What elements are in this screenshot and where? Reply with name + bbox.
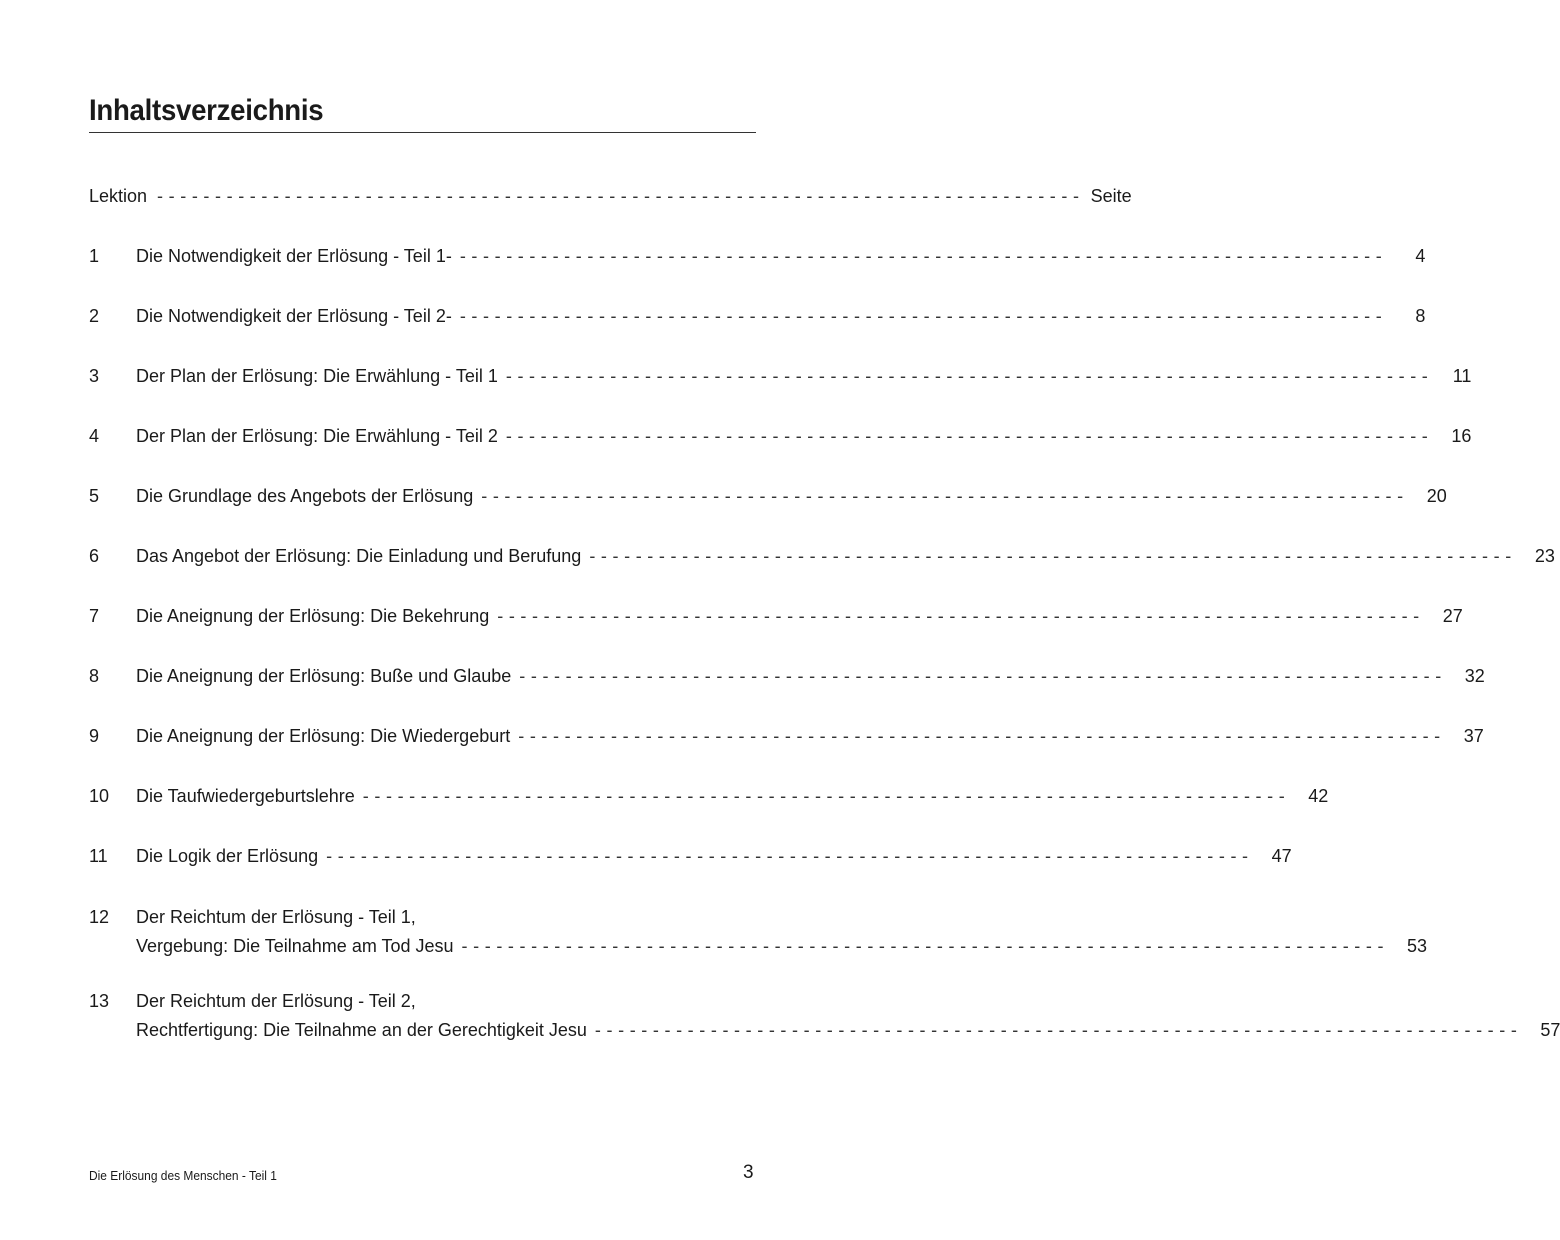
entry-page: 57 [1540,1020,1560,1040]
entry-title: Die Grundlage des Angebots der Erlösung [136,486,474,506]
entry-title: Die Notwendigkeit der Erlösung - Teil 2- [136,306,452,326]
entry-page: 37 [1463,726,1484,746]
entry-title: Rechtfertigung: Die Teilnahme an der Gerechtigkeit Jesu [136,1020,587,1040]
entry-number: 13 [89,991,110,1011]
entry-title: Der Plan der Erlösung: Die Erwählung - Teil 1 [136,366,498,386]
dot-leader: -------------------------------------------------------------------------------- [481,486,1409,506]
entry-title: Der Plan der Erlösung: Die Erwählung - Teil 2 [136,426,498,446]
toc-entry [89,664,1485,688]
entry-title: Vergebung: Die Teilnahme am Tod Jesu [136,936,454,956]
entry-number: 7 [89,606,100,626]
entry-page: 20 [1426,486,1447,506]
entry-number: 6 [89,546,100,566]
entry-title-line1: Der Reichtum der Erlösung - Teil 1, [136,907,416,927]
entry-title-line1: Der Reichtum der Erlösung - Teil 2, [136,991,416,1011]
entry-number: 9 [89,726,100,746]
toc-header [89,184,1132,208]
entry-number: 12 [89,907,110,927]
toc-entry [89,364,1472,388]
toc-entry [89,424,1472,448]
entry-number: 8 [89,666,100,686]
dot-leader: -------------------------------------------------------------------------------- [505,426,1434,446]
dot-leader: -------------------------------------------------------------------------------- [326,846,1254,866]
entry-number: 5 [89,486,100,506]
dot-leader: -------------------------------------------------------------------------------- [594,1020,1523,1040]
toc-entry [89,484,1447,508]
page-title: Inhaltsverzeichnis [89,94,324,127]
toc-entry [89,989,1560,1042]
dot-leader: -------------------------------------------------------------------------------- [505,366,1434,386]
entry-number: 11 [89,846,108,866]
lektion-label: Lektion [89,186,148,206]
dot-leader: -------------------------------------------------------------------------------- [459,246,1388,266]
entry-title: Die Aneignung der Erlösung: Die Wiedergeburt [136,726,511,746]
dot-leader: -------------------------------------------------------------------------------- [589,546,1517,566]
toc-entry [89,304,1426,328]
entry-title: Die Logik der Erlösung [136,846,319,866]
entry-page: 23 [1534,546,1555,566]
dot-leader: -------------------------------------------------------------------------------- [459,306,1388,326]
dot-leader: -------------------------------------------------------------------------------- [519,666,1447,686]
footer-page-number: 3 [743,1162,754,1183]
entry-page: 27 [1442,606,1463,626]
toc-entry [89,905,1428,958]
dot-leader: -------------------------------------------------------------------------------- [362,786,1291,806]
toc-entry [89,724,1484,748]
entry-number: 1 [89,246,100,266]
entry-page: 32 [1464,666,1485,686]
entry-number: 10 [89,786,110,806]
entry-page: 42 [1308,786,1329,806]
entry-page: 8 [1415,306,1426,326]
dot-leader: -------------------------------------------------------------------------------- [518,726,1446,746]
seite-label: Seite [1090,186,1132,206]
entry-page: 47 [1271,846,1292,866]
entry-title: Die Taufwiedergeburtslehre [136,786,355,806]
entry-title: Die Notwendigkeit der Erlösung - Teil 1- [136,246,452,266]
entry-page: 16 [1451,426,1472,446]
dot-leader: -------------------------------------------------------------------------------- [157,186,1085,206]
entry-number: 2 [89,306,100,326]
entry-page: 53 [1407,936,1428,956]
entry-title: Die Aneignung der Erlösung: Buße und Glaube [136,666,512,686]
dot-leader: -------------------------------------------------------------------------------- [497,606,1425,626]
toc-entry [89,544,1555,568]
toc-entry [89,604,1463,628]
toc-entry [89,784,1329,808]
entry-number: 4 [89,426,100,446]
dot-leader: -------------------------------------------------------------------------------- [461,936,1390,956]
footer-book-title: Die Erlösung des Menschen - Teil 1 [89,1168,277,1183]
entry-number: 3 [89,366,100,386]
entry-page: 4 [1415,246,1426,266]
entry-page: 11 [1452,366,1472,386]
title-rule [89,132,756,133]
toc-entry [89,844,1292,868]
entry-title: Das Angebot der Erlösung: Die Einladung und Berufung [136,546,582,566]
toc-entry [89,244,1426,268]
entry-title: Die Aneignung der Erlösung: Die Bekehrung [136,606,490,626]
